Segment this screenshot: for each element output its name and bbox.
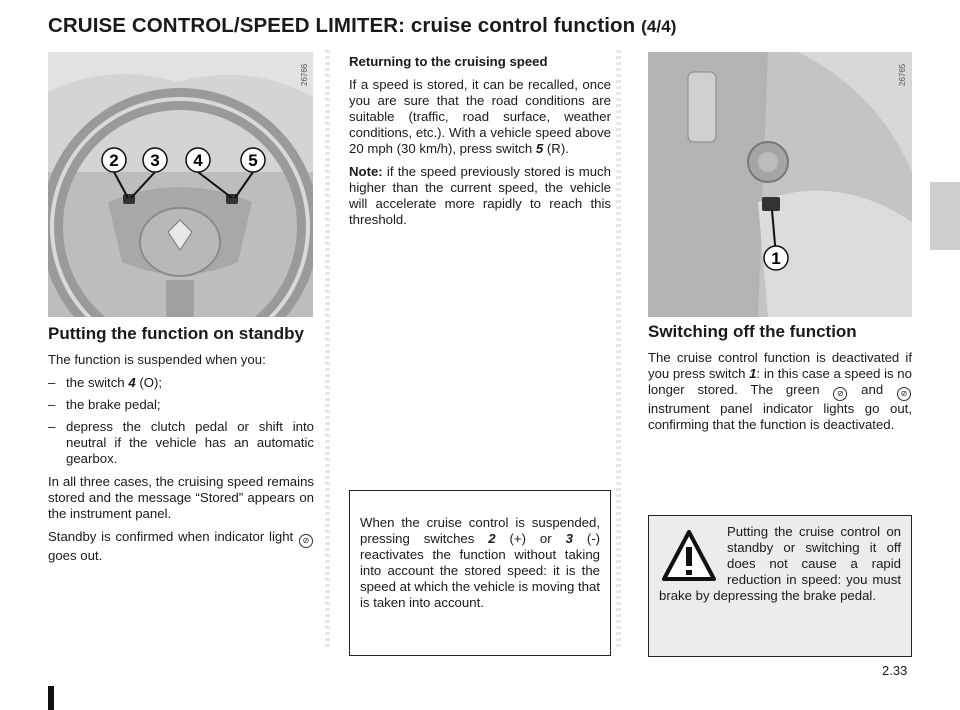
switching-off-heading: Switching off the function bbox=[648, 322, 857, 341]
standby-para3: Standby is confirmed when indicator light ⊘ goes out. bbox=[48, 529, 314, 564]
title-suffix: (4/4) bbox=[641, 17, 677, 36]
cruise-indicator-icon: ⊘ bbox=[833, 387, 847, 401]
figure-code-left: 26766 bbox=[300, 63, 309, 86]
callout-5: 5 bbox=[248, 151, 258, 170]
switching-off-para: The cruise control function is deactivated if you press switch 1: in this case a speed is no longer stored. The green ⊘ and ⊘ instrument panel indicator lights go out, confirming that the function is deactivated. bbox=[648, 350, 912, 432]
callout-4: 4 bbox=[193, 151, 203, 170]
cruise-indicator-icon: ⊘ bbox=[299, 534, 313, 548]
standby-heading: Putting the function on standby bbox=[48, 324, 304, 343]
column-divider-right bbox=[616, 50, 621, 650]
page-title bbox=[48, 14, 677, 38]
switching-off-section bbox=[648, 322, 912, 440]
column-divider-left bbox=[325, 50, 330, 650]
callout-3: 3 bbox=[150, 151, 160, 170]
note-box bbox=[349, 490, 611, 656]
page-number: 2.33 bbox=[882, 663, 908, 678]
list-item: – the brake pedal; bbox=[48, 397, 314, 413]
returning-heading: Returning to the cruising speed bbox=[349, 54, 548, 69]
list-item: – depress the clutch pedal or shift into neutral if the vehicle has an automatic gearbox. bbox=[48, 419, 314, 467]
console-switch-figure bbox=[648, 52, 912, 317]
returning-section bbox=[349, 54, 611, 235]
list-item: – the switch 4 (O); bbox=[48, 375, 314, 391]
steering-wheel-figure bbox=[48, 52, 313, 317]
standby-intro: The function is suspended when you: bbox=[48, 352, 266, 367]
callout-1: 1 bbox=[771, 249, 781, 268]
warning-text: Putting the cruise control on standby or switching it off does not cause a rapid reduction in speed: you must brake by depressing the brake pedal. bbox=[659, 524, 901, 603]
standby-section bbox=[48, 324, 314, 571]
warning-box bbox=[648, 515, 912, 657]
title-main: CRUISE CONTROL/SPEED LIMITER: cruise control function bbox=[48, 14, 636, 37]
page-marker bbox=[48, 686, 54, 710]
standby-list bbox=[48, 375, 314, 467]
cruise-indicator-icon: ⊘ bbox=[897, 387, 911, 401]
section-tab bbox=[930, 182, 960, 250]
figure-code-right: 26765 bbox=[898, 63, 907, 86]
returning-note: Note: if the speed previously stored is much higher than the current speed, the vehicle will accelerate more rapidly to reach this threshold. bbox=[349, 164, 611, 227]
returning-para1: If a speed is stored, it can be recalled, once you are sure that the road conditions are suitable (traffic, road surface, weather conditions, etc.). With a vehicle speed above 20 mph (30 km/h), press switch 5 (R). bbox=[349, 77, 611, 156]
warning-triangle-icon bbox=[661, 528, 717, 584]
note-text: When the cruise control is suspended, pressing switches 2 (+) or 3 (-) reactivates the function without taking into account the stored speed: it is the speed at which the vehicle is moving that is taken into account. bbox=[360, 515, 600, 610]
callout-2: 2 bbox=[109, 151, 119, 170]
standby-para2: In all three cases, the cruising speed remains stored and the message “Stored” appears on the instrument panel. bbox=[48, 474, 314, 521]
